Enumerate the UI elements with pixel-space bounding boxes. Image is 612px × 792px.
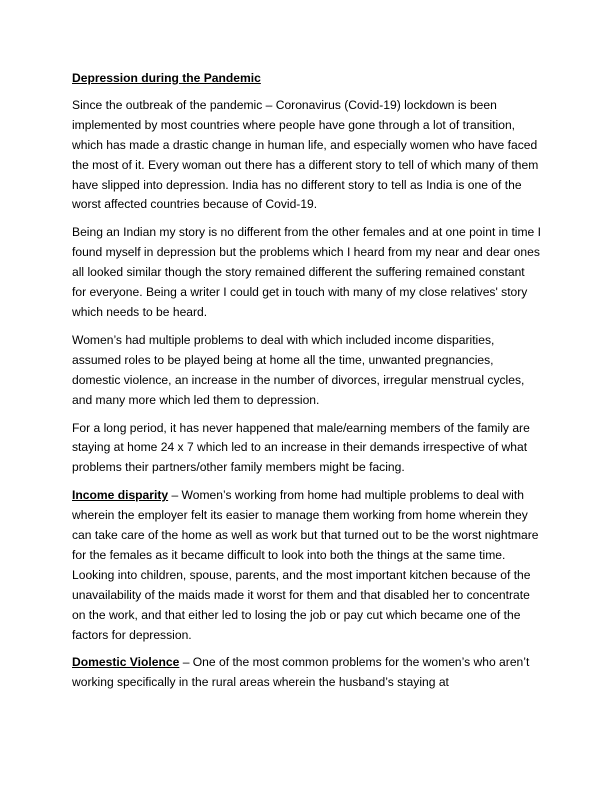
domestic-violence-text: – One of the most common problems for the women’s who aren’t working specifically in the rural areas wherein the husband’s staying at bbox=[72, 655, 530, 690]
paragraph-problems-list: Women’s had multiple problems to deal with which included income disparities, assumed roles to be played being at home all the time, unwanted pregnancies, domestic violence, an increase in the number of divorces, irregular menstrual cycles, and many more which led them to depression. bbox=[72, 332, 525, 407]
income-disparity-heading: Income disparity bbox=[72, 488, 169, 503]
document-title: Depression during the Pandemic bbox=[72, 71, 261, 85]
paragraph-family-at-home: For a long period, it has never happened that male/earning members of the family are staying at home 24 x 7 which led to an increase in their demands irrespective of what problems their partners/other family members might be facing. bbox=[72, 420, 530, 475]
domestic-violence-heading: Domestic Violence bbox=[72, 655, 180, 670]
paragraph-intro: Since the outbreak of the pandemic – Coronavirus (Covid-19) lockdown is been implemented by most countries where people have gone through a lot of transition, which has made a drastic change in human life, and especially women who have faced the most of it. Every woman out there has a different story to tell of which many of them have slipped into depression. India has no different story to tell as India is one of the worst affected countries because of Covid-19. bbox=[72, 97, 539, 212]
section-domestic-violence bbox=[72, 653, 542, 693]
paragraph-personal-story: Being an Indian my story is no different from the other females and at one point in time I found myself in depression but the problems which I heard from my near and dear ones all looked similar though the story remained different the suffering remained constant for everyone. Being a writer I could get in touch with many of my close relatives' story which needs to be heard. bbox=[72, 225, 542, 319]
income-disparity-text: – Women’s working from home had multiple problems to deal with wherein the employer felt its easier to manage them working from home wherein they can take care of the home as well as work but that turned out to be the worst nightmare for the females as it became difficult to look into both the things at the same time. Looking into children, spouse, parents, and the most important kitchen because of the unavailability of the maids made it worst for them and that disabled her to concentrate on the work, and that either led to losing the job or pay cut which became one of the factors for depression. bbox=[72, 488, 539, 642]
section-income-disparity bbox=[72, 486, 542, 645]
document-page bbox=[72, 69, 542, 701]
